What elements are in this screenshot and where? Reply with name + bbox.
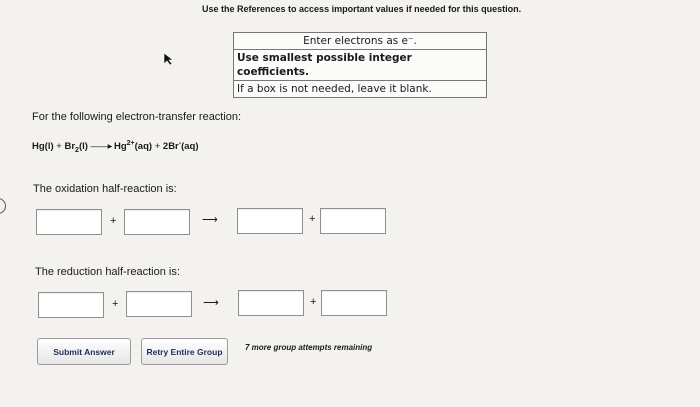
reduction-product-2-input[interactable] <box>321 290 387 316</box>
reduction-plus-left: + <box>112 298 119 310</box>
oxidation-plus-left: + <box>110 215 117 227</box>
submit-answer-button[interactable]: Submit Answer <box>37 338 131 365</box>
product-hg-ion: $Hg^{2+}(aq)$ <box>113 140 153 153</box>
overall-reaction <box>32 140 199 154</box>
oxidation-product-1-input[interactable] <box>237 208 303 234</box>
mouse-cursor-icon <box>163 52 175 66</box>
question-prompt: For the following electron-transfer reaction: <box>32 111 242 123</box>
hint-coefficients: Use smallest possible integer coefficients. <box>234 50 486 81</box>
reduction-arrow-icon: ⟶ <box>203 297 219 309</box>
oxidation-arrow-icon: ⟶ <box>202 214 218 226</box>
reactant-br2: $Br_2(l)$ <box>64 141 88 155</box>
attempts-remaining: 7 more group attempts remaining <box>245 343 373 352</box>
hint-electrons: Enter electrons as e⁻. <box>234 33 486 50</box>
reduction-reactant-1-input[interactable] <box>38 292 104 318</box>
hint-blank-boxes: If a box is not needed, leave it blank. <box>237 83 432 95</box>
reduction-reactant-2-input[interactable] <box>126 291 192 317</box>
oxidation-reactant-2-input[interactable] <box>124 209 190 235</box>
retry-entire-group-button[interactable]: Retry Entire Group <box>141 338 228 365</box>
product-plus: + <box>154 141 161 153</box>
references-notice: Use the References to access important values if needed for this question. <box>202 4 522 14</box>
oxidation-reactant-1-input[interactable] <box>36 209 102 235</box>
oxidation-label: The oxidation half-reaction is: <box>33 183 177 195</box>
side-tab-handle[interactable] <box>0 198 6 214</box>
reactant-hg: Hg(l) <box>32 141 54 153</box>
reduction-product-1-input[interactable] <box>238 290 304 316</box>
instructions-box <box>233 32 487 98</box>
reactant-plus: + <box>56 141 62 153</box>
oxidation-plus-right: + <box>309 213 316 225</box>
oxidation-product-2-input[interactable] <box>320 208 386 234</box>
reduction-plus-right: + <box>310 296 317 308</box>
reaction-arrow: ——▸ <box>90 141 112 153</box>
product-br-ion: 2Br-(aq) <box>162 140 199 153</box>
reduction-label: The reduction half-reaction is: <box>35 266 180 278</box>
